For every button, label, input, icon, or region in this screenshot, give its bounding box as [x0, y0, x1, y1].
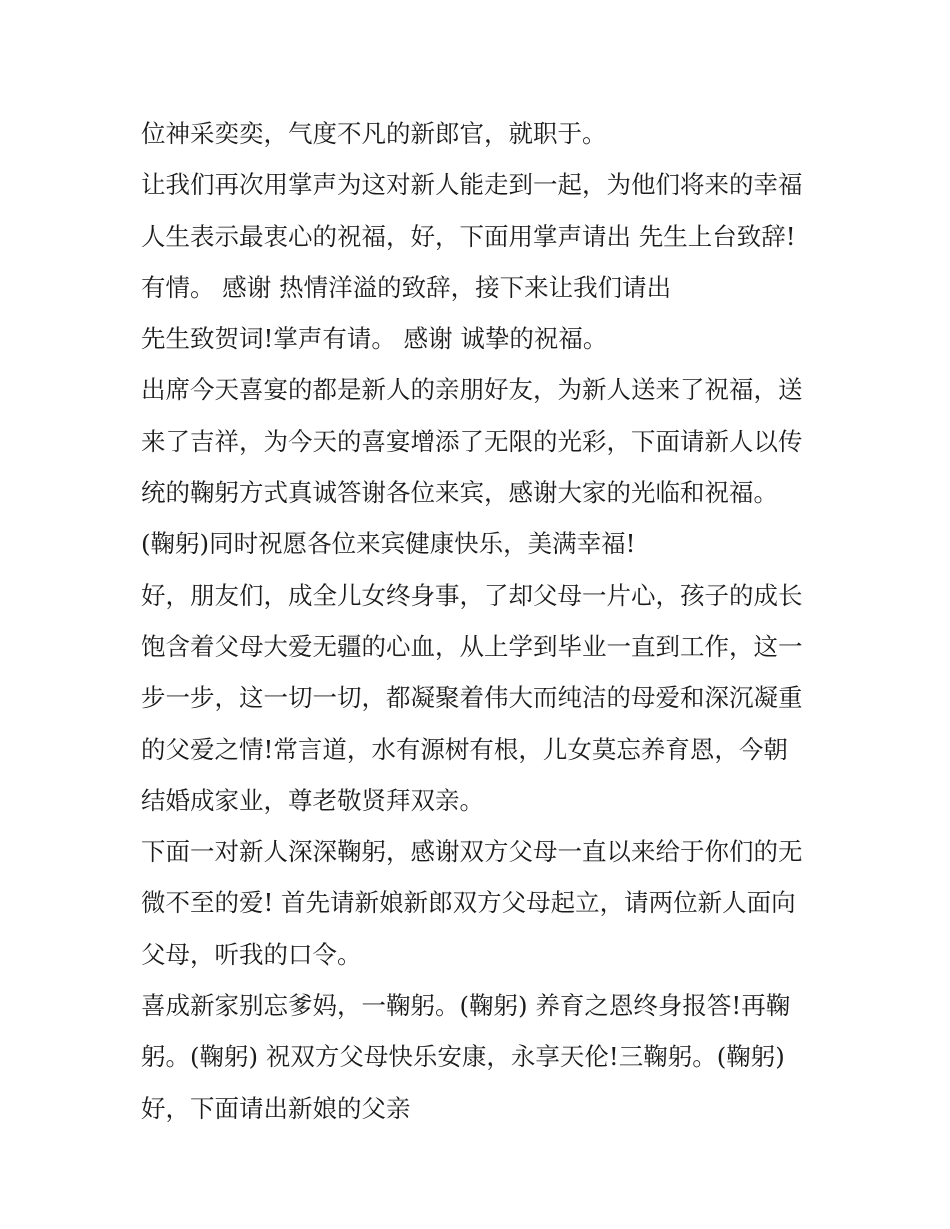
text-line: (鞠躬)同时祝愿各位来宾健康快乐，美满幸福! [141, 529, 636, 559]
text-line: 的父爱之情!常言道，水有源树有根，儿女莫忘养育恩，今朝 [141, 734, 788, 764]
text-line: 有情。 感谢 热情洋溢的致辞，接下来让我们请出 [141, 272, 672, 302]
text-line: 微不至的爱! 首先请新娘新郎双方父母起立，请两位新人面向 [141, 888, 796, 918]
text-line: 好，朋友们，成全儿女终身事，了却父母一片心，孩子的成长 [141, 580, 803, 610]
text-line: 位神采奕奕，气度不凡的新郎官，就职于。 [141, 119, 607, 148]
text-line: 喜成新家别忘爹妈，一鞠躬。(鞠躬) 养育之恩终身报答!再鞠 [141, 991, 791, 1021]
text-line: 先生致贺词!掌声有请。 感谢 诚挚的祝福。 [141, 324, 608, 354]
text-line: 来了吉祥，为今天的喜宴增添了无限的光彩，下面请新人以传 [141, 426, 803, 456]
text-line: 统的鞠躬方式真诚答谢各位来宾，感谢大家的光临和祝福。 [141, 478, 778, 508]
text-line: 父母，听我的口令。 [141, 939, 362, 969]
text-line: 让我们再次用掌声为这对新人能走到一起，为他们将来的幸福 [141, 170, 803, 200]
text-line: 饱含着父母大爱无疆的心血，从上学到毕业一直到工作，这一 [141, 631, 803, 661]
document-body-text [141, 108, 831, 1134]
text-line: 结婚成家业，尊老敬贤拜双亲。 [141, 785, 484, 815]
text-line: 躬。(鞠躬) 祝双方父母快乐安康，永享天伦!三鞠躬。(鞠躬) [141, 1042, 785, 1072]
text-line: 人生表示最衷心的祝福，好，下面用掌声请出 先生上台致辞! [141, 221, 796, 251]
text-line: 下面一对新人深深鞠躬，感谢双方父母一直以来给于你们的无 [141, 837, 803, 867]
text-line: 好，下面请出新娘的父亲 [141, 1093, 411, 1123]
text-line: 出席今天喜宴的都是新人的亲朋好友，为新人送来了祝福，送 [141, 375, 803, 405]
text-line: 步一步，这一切一切，都凝聚着伟大而纯洁的母爱和深沉凝重 [141, 683, 803, 713]
